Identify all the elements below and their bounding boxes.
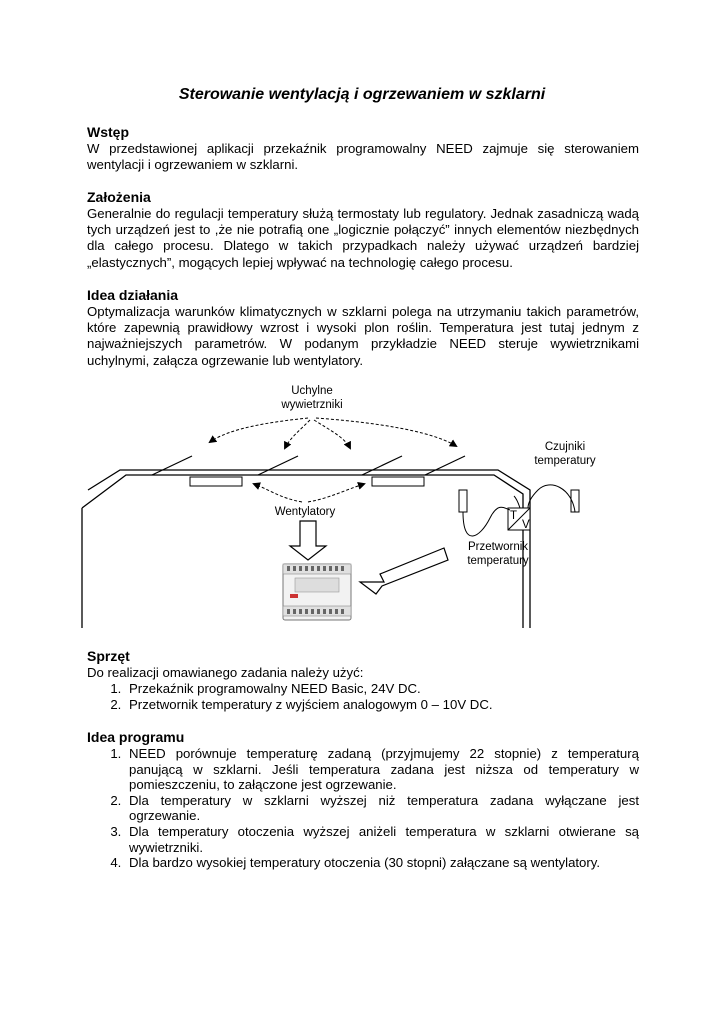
paragraph-wstep: W przedstawionej aplikacji przekaźnik programowalny NEED zajmuje się sterowaniem wentylacji i ogrzewaniem w szklarni. bbox=[87, 141, 639, 173]
fan-unit bbox=[372, 477, 424, 486]
transducer-t-label: T bbox=[510, 510, 518, 522]
section-zalozenia bbox=[87, 189, 639, 271]
transducer-v-label: V bbox=[522, 519, 530, 531]
heading-sprzet: Sprzęt bbox=[87, 648, 130, 664]
paragraph-idea-dzialania: Optymalizacja warunków klimatycznych w szklarni polega na utrzymaniu takich parametrów, które zapewnią prawidłowy wzrost i wysoki plon roślin. Temperatura jest tutaj jednym z najważniejszych parametrów. W podanym przykładzie NEED steruje wywietrznikami uchylnymi, załącza ogrzewanie lub wentylatory. bbox=[87, 304, 639, 368]
list-item: 2. Dla temperatury w szklarni wyższej niż temperatura zadana wyłączane jest ogrzewanie. bbox=[125, 793, 639, 824]
list-item: 4. Dla bardzo wysokiej temperatury otoczenia (30 stopni) załączane są wentylatory. bbox=[125, 855, 639, 871]
section-wstep bbox=[87, 124, 639, 173]
fan-arrows bbox=[254, 484, 364, 502]
need-relay-icon bbox=[283, 564, 351, 620]
temperature-transducer-icon bbox=[508, 508, 530, 531]
roof-vent bbox=[258, 456, 298, 475]
vent-arrows bbox=[210, 418, 456, 448]
label-fans: Wentylatory bbox=[274, 506, 336, 518]
list-item: 1. Przekaźnik programowalny NEED Basic, 24V DC. bbox=[125, 681, 639, 697]
arrow-transducer-to-controller bbox=[360, 548, 448, 594]
paragraph-sprzet-intro: Do realizacji omawianego zadania należy użyć: bbox=[87, 665, 364, 680]
roof-vent bbox=[152, 456, 192, 475]
list-item: 3. Dla temperatury otoczenia wyższej aniżeli temperatura w szklarni otwierane są wywietrzniki. bbox=[125, 824, 639, 855]
list-item: 1. NEED porównuje temperaturę zadaną (przyjmujemy 22 stopnie) z temperaturą panującą w szklarni. Jeśli temperatura zadana jest niższa od temperatury w pomieszczeniu, to załączone jest ogrzewanie. bbox=[125, 746, 639, 793]
label-vents-2: wywietrzniki bbox=[281, 399, 343, 411]
section-sprzet bbox=[87, 648, 639, 712]
temperature-sensor-inside bbox=[459, 490, 467, 512]
roof-vent bbox=[362, 456, 402, 475]
heading-wstep: Wstęp bbox=[87, 124, 129, 140]
label-transducer-2: temperatury bbox=[467, 555, 529, 567]
label-transducer-1: Przetwornik bbox=[467, 541, 529, 553]
list-item: 2. Przetwornik temperatury z wyjściem analogowym 0 – 10V DC. bbox=[125, 697, 639, 713]
section-idea-programu bbox=[87, 729, 639, 871]
label-vents-1: Uchylne bbox=[291, 385, 333, 397]
heading-idea-dzialania: Idea działania bbox=[87, 287, 179, 303]
list-idea-programu bbox=[87, 746, 639, 871]
greenhouse-diagram bbox=[80, 378, 640, 638]
heading-zalozenia: Założenia bbox=[87, 189, 151, 205]
section-idea-dzialania bbox=[87, 287, 639, 369]
roof-vent bbox=[425, 456, 465, 475]
fan-unit bbox=[190, 477, 242, 486]
roof-vents bbox=[152, 456, 465, 475]
paragraph-zalozenia: Generalnie do regulacji temperatury służą termostaty lub regulatory. Jednak zasadniczą wadą tych urządzeń jest to ,że nie potrafią one „logicznie połączyć” innych elementów niezbędnych dla całego procesu. Dlatego w takich przypadkach należy używać urządzeń bardziej „elastycznych”, mogących lepiej wpływać na technologię całego procesu. bbox=[87, 206, 639, 270]
label-sensors-1: Czujniki bbox=[544, 441, 586, 453]
document-title: Sterowanie wentylacją i ogrzewaniem w szklarni bbox=[178, 86, 546, 103]
label-sensors-2: temperatury bbox=[534, 455, 596, 467]
arrow-to-controller bbox=[290, 521, 326, 560]
heading-idea-programu: Idea programu bbox=[87, 729, 185, 745]
list-sprzet bbox=[87, 681, 639, 712]
